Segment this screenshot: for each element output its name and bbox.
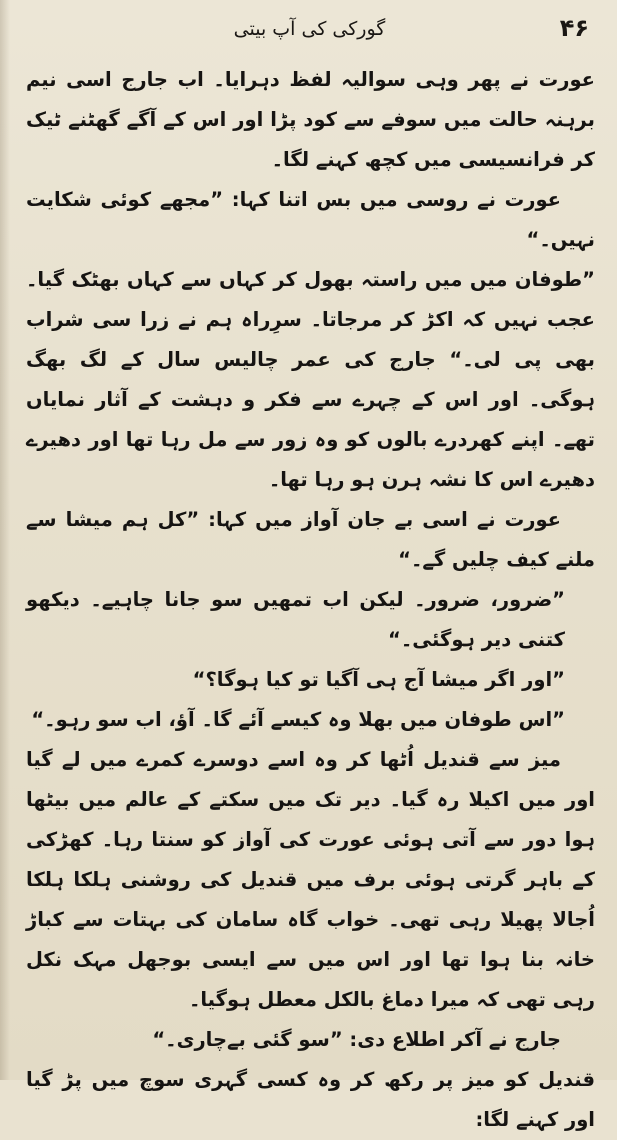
page-header <box>30 14 589 54</box>
paragraph-5: میز سے قندیل اُٹھا کر وہ اسے دوسرے کمرے میں لے گیا اور میں اکیلا رہ گیا۔ دیر تک میں سکتے کے عالم میں بیٹھا ہوا دور سے آتی ہوئی عورت کی آواز کو سنتا رہا۔ کھڑکی کے باہر گرتی ہوئی برف میں قندیل کی روشنی ہلکا ہلکا اُجالا پھیلا رہی تھی۔ خواب گاہ سامان کی بہتات سے کباڑ خانہ بنا ہوا تھا اور اس میں سے ایسی بوجھل مہک نکل رہی تھی کہ میرا دماغ بالکل معطل ہوگیا۔ <box>26 748 595 1011</box>
body-text <box>26 60 595 1140</box>
dialogue-line-3: ”اس طوفان میں بھلا وہ کیسے آئے گا۔ آؤ، اب سو رہو۔“ <box>31 708 565 731</box>
paragraph-3: ”طوفان میں میں راستہ بھول کر کہاں سے کہاں بھٹک گیا۔ عجب نہیں کہ اکڑ کر مرجاتا۔ سرِراہ ہم نے زرا سی شراب بھی پی لی۔“ جارج کی عمر چالیس سال کے لگ بھگ ہوگی۔ اور اس کے چہرے سے فکر و دہشت کے آثار نمایاں تھے۔ اپنے کھردرے بالوں کو وہ زور سے مل رہا تھا اور دھیرے دھیرے اس کا نشہ ہرن ہو رہا تھا۔ <box>26 268 595 491</box>
paragraph-6: جارج نے آکر اطلاع دی: ”سو گئی بےچاری۔“ <box>152 1028 561 1051</box>
paragraph-1: عورت نے پھر وہی سوالیہ لفظ دہرایا۔ اب جارج اسی نیم برہنہ حالت میں سوفے سے کود پڑا اور اس کے آگے گھٹنے ٹیک کر فرانسیسی میں کچھ کہنے لگا۔ <box>26 68 595 171</box>
dialogue-line-1: ”ضرور، ضرور۔ لیکن اب تمھیں سو جانا چاہیے۔ دیکھو کتنی دیر ہوگئی۔“ <box>26 588 565 651</box>
paragraph-2: عورت نے روسی میں بس اتنا کہا: ”مجھے کوئی شکایت نہیں۔“ <box>26 188 595 251</box>
running-title: گورکی کی آپ بیتی <box>233 18 386 40</box>
page-edge-shadow <box>0 0 10 1080</box>
dialogue-line-2: ”اور اگر میشا آج ہی آگیا تو کیا ہوگا؟“ <box>192 668 565 691</box>
page-number: ۴۶ <box>559 14 589 42</box>
paragraph-4: عورت نے اسی بے جان آواز میں کہا: ”کل ہم میشا سے ملنے کیف چلیں گے۔“ <box>26 508 595 571</box>
paragraph-7: قندیل کو میز پر رکھ کر وہ کسی گہری سوچ میں پڑ گیا اور کہنے لگا: <box>26 1068 595 1131</box>
